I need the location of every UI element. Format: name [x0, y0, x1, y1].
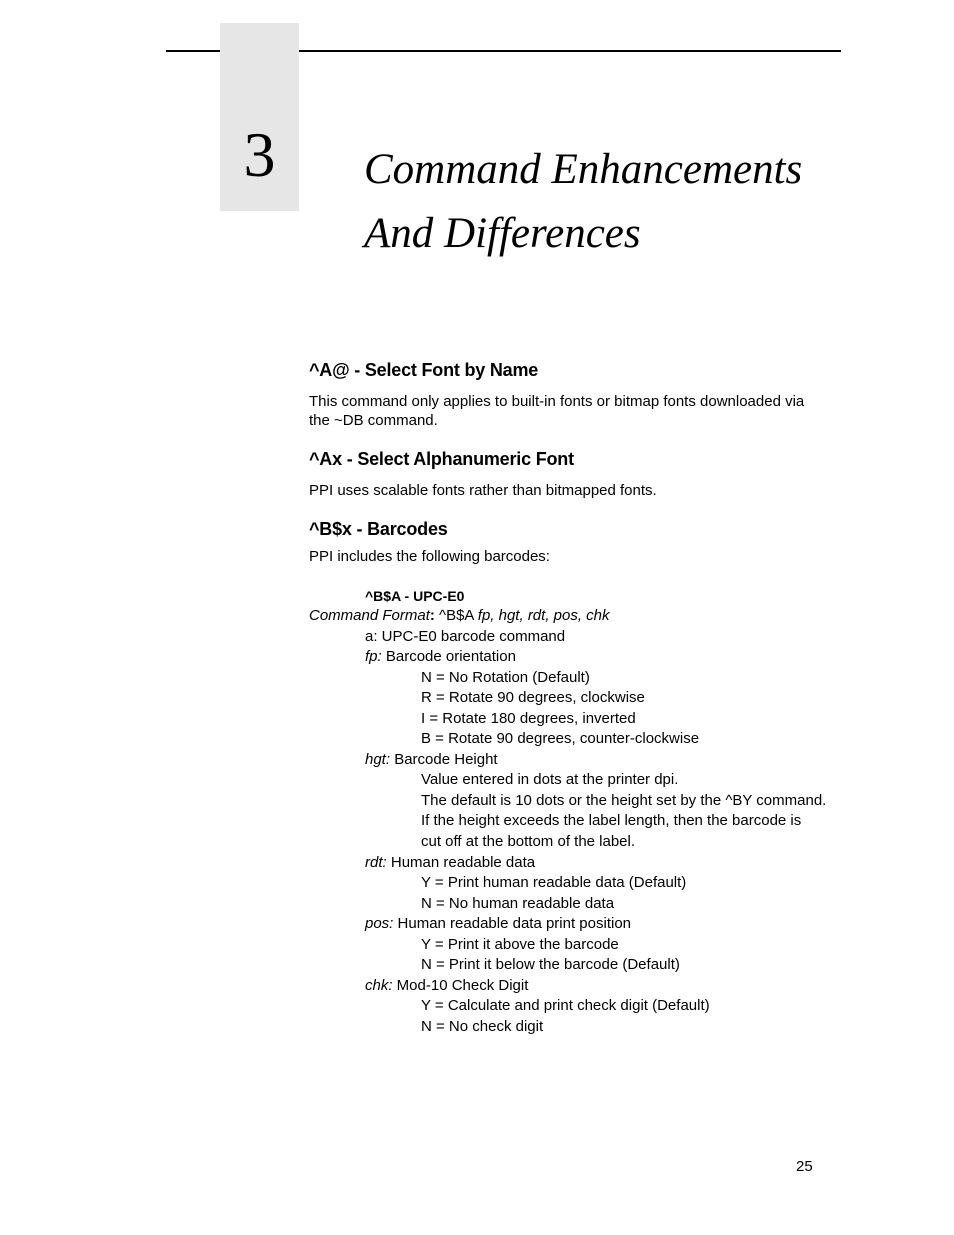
chapter-number: 3: [243, 119, 276, 190]
param-value: cut off at the bottom of the label.: [421, 833, 636, 850]
command-format-label: Command Format: [309, 607, 430, 624]
param-pos: [365, 914, 631, 934]
param-value: Value entered in dots at the printer dpi.: [421, 771, 679, 788]
param-name: fp:: [365, 648, 382, 665]
param-name: hgt:: [365, 751, 391, 768]
command-format-line: [309, 606, 610, 626]
section-body-line: the ~DB command.: [309, 412, 438, 429]
section-heading-barcodes: ^B$x - Barcodes: [309, 519, 448, 539]
param-desc: Human readable data print position: [393, 915, 632, 932]
chapter-title-line-2: And Differences: [364, 210, 641, 257]
chapter-title-line-1: Command Enhancements: [364, 146, 803, 193]
param-value: Y = Print human readable data (Default): [421, 874, 687, 891]
section-body-barcodes: PPI includes the following barcodes:: [309, 548, 550, 565]
param-value: The default is 10 dots or the height set by the ^BY command.: [421, 792, 827, 809]
param-desc: Human readable data: [386, 854, 536, 871]
command-format-cmd: ^B$A: [434, 607, 478, 624]
param-value: N = No Rotation (Default): [421, 669, 590, 686]
param-name: rdt:: [365, 854, 387, 871]
param-hgt: [365, 750, 498, 770]
param-desc: Mod-10 Check Digit: [392, 977, 529, 994]
param-value: Y = Print it above the barcode: [421, 936, 619, 953]
param-value: N = Print it below the barcode (Default): [421, 956, 680, 973]
param-value: B = Rotate 90 degrees, counter-clockwise: [421, 730, 700, 747]
param-rdt: [365, 853, 535, 873]
param-name: chk:: [365, 977, 393, 994]
command-format-params: fp, hgt, rdt, pos, chk: [477, 607, 610, 624]
header-rule-left: [166, 50, 220, 52]
param-desc: Barcode Height: [390, 751, 498, 768]
a-param-line: a: UPC-E0 barcode command: [365, 628, 566, 645]
section-body-line: This command only applies to built-in fonts or bitmap fonts downloaded via: [309, 393, 805, 410]
param-name: pos:: [365, 915, 394, 932]
param-value: If the height exceeds the label length, then the barcode is: [421, 812, 802, 829]
param-chk: [365, 976, 528, 996]
section-body-alphanumeric-font: PPI uses scalable fonts rather than bitmapped fonts.: [309, 482, 657, 499]
section-heading-alphanumeric-font: ^Ax - Select Alphanumeric Font: [309, 449, 574, 469]
page-number: 25: [796, 1158, 813, 1175]
param-value: R = Rotate 90 degrees, clockwise: [421, 689, 645, 706]
header-rule-right: [299, 50, 841, 52]
section-heading-select-font: ^A@ - Select Font by Name: [309, 360, 539, 380]
section-body-select-font: [309, 392, 839, 430]
chapter-title: [364, 138, 802, 266]
param-desc: Barcode orientation: [381, 648, 516, 665]
command-format-colon: :: [429, 607, 435, 624]
param-value: Y = Calculate and print check digit (Default): [421, 997, 710, 1014]
param-value: N = No check digit: [421, 1018, 544, 1035]
param-value: N = No human readable data: [421, 895, 615, 912]
param-value: I = Rotate 180 degrees, inverted: [421, 710, 636, 727]
param-fp: [365, 647, 516, 667]
barcode-subheading: ^B$A - UPC-E0: [365, 588, 465, 604]
chapter-tab: [220, 23, 299, 211]
